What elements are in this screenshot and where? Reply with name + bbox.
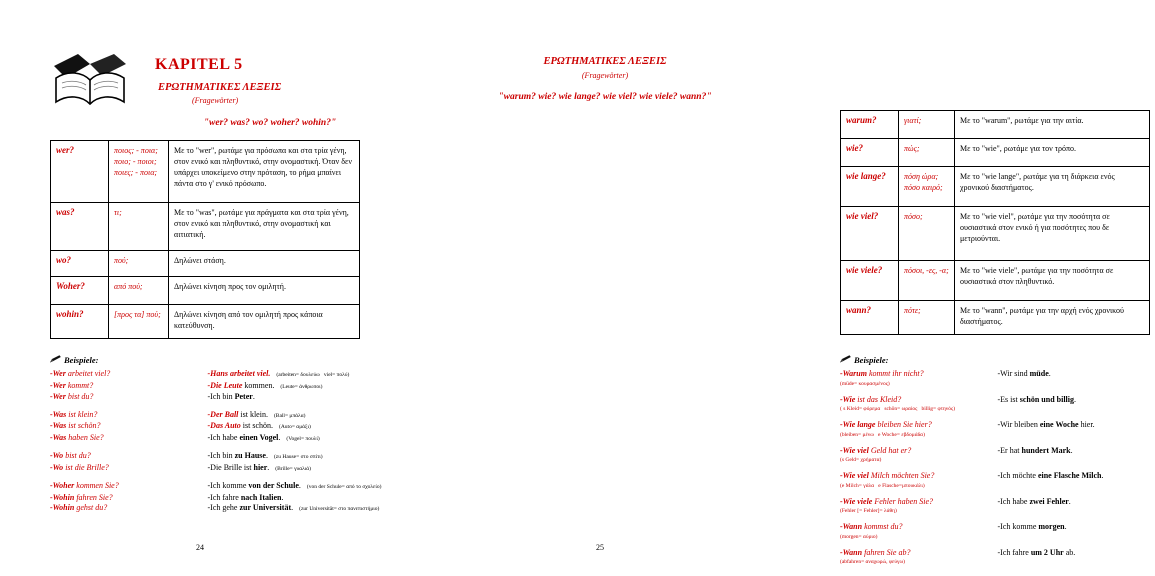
greek-equivalent: πόση ώρα; πόσο καιρό; bbox=[899, 167, 955, 207]
example-answer: -Ich möchte eine Flasche Milch. bbox=[997, 471, 1104, 480]
example-line bbox=[50, 433, 365, 445]
left-page bbox=[0, 0, 400, 576]
left-subtitle-words: "wer? was? wo? woher? wohin?" bbox=[203, 118, 337, 128]
example-answer-empty bbox=[998, 431, 1155, 439]
usage-description: Με το "wie", ρωτάμε για τον τρόπο. bbox=[955, 139, 1150, 167]
example-gloss: (s Geld= χρήματα) bbox=[840, 457, 882, 463]
usage-description: Με το "wie lange", ρωτάμε για τη διάρκεια ενός χρονικού διαστήματος. bbox=[955, 167, 1150, 207]
example-answer-empty bbox=[998, 533, 1155, 541]
question-word: Woher? bbox=[51, 277, 109, 305]
example-question: -Wie viel Geld hat er? bbox=[840, 445, 912, 455]
example-line bbox=[840, 471, 1155, 482]
greek-equivalent: γιατί; bbox=[899, 111, 955, 139]
example-line bbox=[50, 392, 365, 403]
example-line bbox=[840, 558, 1155, 566]
examples-heading: Beispiele: bbox=[854, 355, 889, 365]
example-answer: -Ich fahre nach Italien. bbox=[207, 492, 284, 502]
example-question: -Wie viele Fehler haben Sie? bbox=[840, 496, 934, 506]
example-question: -Wie lange bleiben Sie hier? bbox=[840, 420, 932, 429]
example-question: -Woher kommen Sie? bbox=[50, 481, 119, 490]
example-question: -Wie ist das Kleid? bbox=[840, 394, 902, 404]
example-answer: -Ich bin zu Hause. (zu Hause= στο σπίτι) bbox=[207, 451, 323, 460]
example-question: -Wo ist die Brille? bbox=[50, 462, 109, 472]
left-question-words-table bbox=[50, 140, 360, 339]
example-answer-empty bbox=[998, 456, 1155, 464]
example-gloss: (Fehler [= Fehler]= λάθη) bbox=[840, 508, 897, 514]
example-answer: -Wir bleiben eine Woche hier. bbox=[997, 420, 1095, 429]
usage-description: Με το "warum", ρωτάμε για την αιτία. bbox=[955, 111, 1150, 139]
example-answer: -Er hat hundert Mark. bbox=[997, 445, 1073, 455]
example-question: -Was ist klein? bbox=[50, 409, 98, 419]
left-page-header bbox=[50, 44, 360, 128]
usage-description: Με το "wann", ρωτάμε για την αρχή ενός χρονικού διαστήματος. bbox=[955, 301, 1150, 335]
table-row bbox=[51, 141, 360, 203]
example-line bbox=[50, 381, 365, 393]
usage-description: Με το "was", ρωτάμε για πράγματα και στα τρία γένη, στον ενικό και πληθυντικό, στην ονομαστική και αιτιατική. bbox=[169, 203, 360, 251]
table-row bbox=[841, 261, 1150, 301]
open-book-icon bbox=[50, 52, 130, 110]
question-word: was? bbox=[51, 203, 109, 251]
example-group bbox=[840, 395, 1155, 414]
example-answer: -Ich bin Peter. bbox=[207, 392, 255, 401]
example-question: -Wo bist du? bbox=[50, 451, 91, 460]
left-subtitle-greek: ΕΡΩΤΗΜΑΤΙΚΕΣ ΛΕΞΕΙΣ bbox=[158, 82, 282, 93]
question-word: wer? bbox=[51, 141, 109, 203]
example-answer: -Es ist schön und billig. bbox=[997, 394, 1076, 404]
pencil-icon bbox=[840, 355, 851, 364]
example-question: -Wohin fahren Sie? bbox=[50, 492, 113, 502]
table-row bbox=[51, 203, 360, 251]
example-line bbox=[840, 420, 1155, 431]
example-gloss: ( s Kleid= φόρεμα schön= ωραίος billig= φτηνός) bbox=[840, 406, 956, 412]
table-row bbox=[51, 251, 360, 277]
example-answer: -Ich fahre um 2 Uhr ab. bbox=[997, 547, 1076, 557]
example-question: -Wohin gehst du? bbox=[50, 503, 108, 512]
example-answer: -Die Leute kommen. (Leute= άνθρωποι) bbox=[207, 380, 323, 390]
greek-equivalent: τι; bbox=[109, 203, 169, 251]
example-line bbox=[840, 548, 1155, 559]
question-word: wohin? bbox=[51, 305, 109, 339]
page-number-right: 25 bbox=[596, 543, 604, 552]
question-word: wo? bbox=[51, 251, 109, 277]
example-question: -Was haben Sie? bbox=[50, 432, 104, 442]
question-word: wie viele? bbox=[841, 261, 899, 301]
example-line bbox=[50, 503, 380, 515]
table-row bbox=[841, 111, 1150, 139]
example-line bbox=[840, 497, 1155, 508]
example-line bbox=[840, 456, 1155, 464]
usage-description: Δηλώνει κίνηση από τον ομιλητή προς κάποια κατεύθυνση. bbox=[169, 305, 360, 339]
example-answer-empty bbox=[998, 405, 1155, 413]
greek-equivalent: ποιος; - ποια; ποιο; - ποιοι; ποιες; - ποια; bbox=[109, 141, 169, 203]
usage-description: Με το "wie viel", ρωτάμε για την ποσότητα σε ουσιαστικά στον ενικό ή για ποσότητες που δε μετριούνται. bbox=[955, 207, 1150, 261]
example-gloss: (abfahren= αναχωρώ, φεύγω) bbox=[840, 559, 905, 565]
example-answer: -Ich komme von der Schule. (von der Schule= από το σχολείο) bbox=[207, 481, 382, 490]
greek-equivalent: [προς τα] πού; bbox=[109, 305, 169, 339]
example-group bbox=[840, 522, 1155, 541]
example-question: -Wer arbeitet viel? bbox=[50, 369, 111, 378]
left-subtitle-german: (Fragewörter) bbox=[192, 96, 239, 105]
example-line bbox=[50, 369, 365, 381]
usage-description: Δηλώνει κίνηση προς τον ομιλητή. bbox=[169, 277, 360, 305]
table-row bbox=[841, 139, 1150, 167]
example-answer: -Wir sind müde. bbox=[997, 369, 1051, 378]
example-answer: -Ich habe zwei Fehler. bbox=[997, 496, 1071, 506]
example-answer-empty bbox=[998, 482, 1155, 490]
right-subtitle-greek: ΕΡΩΤΗΜΑΤΙΚΕΣ ΛΕΞΕΙΣ bbox=[543, 56, 667, 67]
example-answer: -Ich komme morgen. bbox=[997, 522, 1067, 531]
examples-heading-wrapper bbox=[50, 355, 365, 365]
right-question-words-table bbox=[840, 110, 1150, 335]
example-answer-empty bbox=[998, 558, 1155, 566]
example-gloss: (müde= κουρασμένος) bbox=[840, 380, 890, 387]
example-group bbox=[840, 369, 1155, 388]
chapter-title: KAPITEL 5 bbox=[155, 56, 243, 73]
example-group bbox=[840, 497, 1155, 516]
example-line bbox=[50, 410, 365, 422]
example-gloss: (morgen= αύριο) bbox=[840, 533, 878, 540]
examples-heading: Beispiele: bbox=[64, 355, 99, 365]
right-subtitle-words: "warum? wie? wie lange? wie viel? wie viele? wann?" bbox=[498, 92, 712, 102]
example-gloss: (e Milch= γάλα e Flasche=μπουκάλι) bbox=[840, 482, 925, 489]
right-page-header bbox=[440, 54, 770, 102]
example-group bbox=[840, 420, 1155, 439]
question-word: wann? bbox=[841, 301, 899, 335]
example-group bbox=[50, 451, 365, 474]
table-row bbox=[841, 207, 1150, 261]
example-answer-empty bbox=[998, 507, 1155, 515]
right-subtitle-german: (Fragewörter) bbox=[581, 71, 629, 80]
table-row bbox=[51, 305, 360, 339]
example-question: -Wer bist du? bbox=[50, 392, 94, 401]
question-word: wie? bbox=[841, 139, 899, 167]
example-question: -Wie viel Milch möchten Sie? bbox=[840, 471, 935, 480]
example-line bbox=[840, 380, 1155, 388]
usage-description: Με το "wie viele", ρωτάμε για την ποσότητα σε ουσιαστικά στον πληθυντικό. bbox=[955, 261, 1150, 301]
example-group bbox=[50, 369, 365, 403]
right-page bbox=[400, 0, 1124, 576]
right-examples-section bbox=[840, 355, 1155, 573]
example-answer: -Hans arbeitet viel. (arbeiten= δουλεύω viel= πολύ) bbox=[207, 369, 350, 378]
example-group bbox=[840, 446, 1155, 465]
greek-equivalent: από πού; bbox=[109, 277, 169, 305]
example-question: -Wer kommt? bbox=[50, 380, 94, 390]
example-answer: -Ich gehe zur Universität. (zur Universität= στο πανεπιστήμιο) bbox=[207, 503, 380, 512]
example-line bbox=[50, 481, 382, 493]
example-question: -Warum kommt ihr nicht? bbox=[840, 369, 924, 378]
example-line bbox=[840, 369, 1155, 380]
example-gloss: (bleiben= μένω e Woche= εβδομάδα) bbox=[840, 431, 925, 438]
example-question: -Wann fahren Sie ab? bbox=[840, 547, 911, 557]
example-line bbox=[840, 533, 1155, 541]
example-line bbox=[50, 493, 365, 504]
example-question: -Wann kommst du? bbox=[840, 522, 903, 531]
example-answer-empty bbox=[998, 380, 1155, 388]
example-line bbox=[840, 507, 1155, 515]
example-answer: -Der Ball ist klein. (Ball= μπάλα) bbox=[207, 409, 306, 419]
example-line bbox=[840, 522, 1155, 533]
usage-description: Με το "wer", ρωτάμε για πρόσωπα και στα τρία γένη, στον ενικό και πληθυντικό, στην ονομαστική. Όταν δεν υπάρχει υποκείμενο στην πρόταση, το ρήμα μπαίνει πάντα στο γ' ενικό πρόσωπο. bbox=[169, 141, 360, 203]
example-answer: -Die Brille ist hier. (Brille= γυαλιά) bbox=[207, 462, 311, 472]
question-word: warum? bbox=[841, 111, 899, 139]
page-number-left: 24 bbox=[196, 543, 204, 552]
example-line bbox=[50, 463, 365, 475]
example-line bbox=[50, 451, 365, 463]
example-question: -Was ist schön? bbox=[50, 421, 101, 430]
example-line bbox=[840, 431, 1155, 439]
example-line bbox=[50, 421, 365, 433]
greek-equivalent: πόσο; bbox=[899, 207, 955, 261]
left-examples-section bbox=[50, 355, 382, 522]
usage-description: Δηλώνει στάση. bbox=[169, 251, 360, 277]
example-line bbox=[840, 446, 1155, 457]
example-group bbox=[840, 548, 1155, 567]
example-group bbox=[50, 481, 382, 515]
greek-equivalent: πόσοι, -ες, -α; bbox=[899, 261, 955, 301]
question-word: wie viel? bbox=[841, 207, 899, 261]
examples-heading-wrapper bbox=[840, 355, 1155, 365]
greek-equivalent: πώς; bbox=[899, 139, 955, 167]
example-line bbox=[840, 405, 1155, 413]
example-line bbox=[840, 482, 1155, 490]
table-row bbox=[841, 301, 1150, 335]
pencil-icon bbox=[50, 355, 61, 364]
example-answer: -Ich habe einen Vogel. (Vogel= πουλί) bbox=[207, 432, 320, 442]
example-group bbox=[50, 410, 365, 445]
example-group bbox=[840, 471, 1155, 490]
example-answer: -Das Auto ist schön. (Auto= αμάξι) bbox=[207, 421, 311, 430]
table-row bbox=[51, 277, 360, 305]
question-word: wie lange? bbox=[841, 167, 899, 207]
example-line bbox=[840, 395, 1155, 406]
greek-equivalent: πού; bbox=[109, 251, 169, 277]
greek-equivalent: πότε; bbox=[899, 301, 955, 335]
table-row bbox=[841, 167, 1150, 207]
